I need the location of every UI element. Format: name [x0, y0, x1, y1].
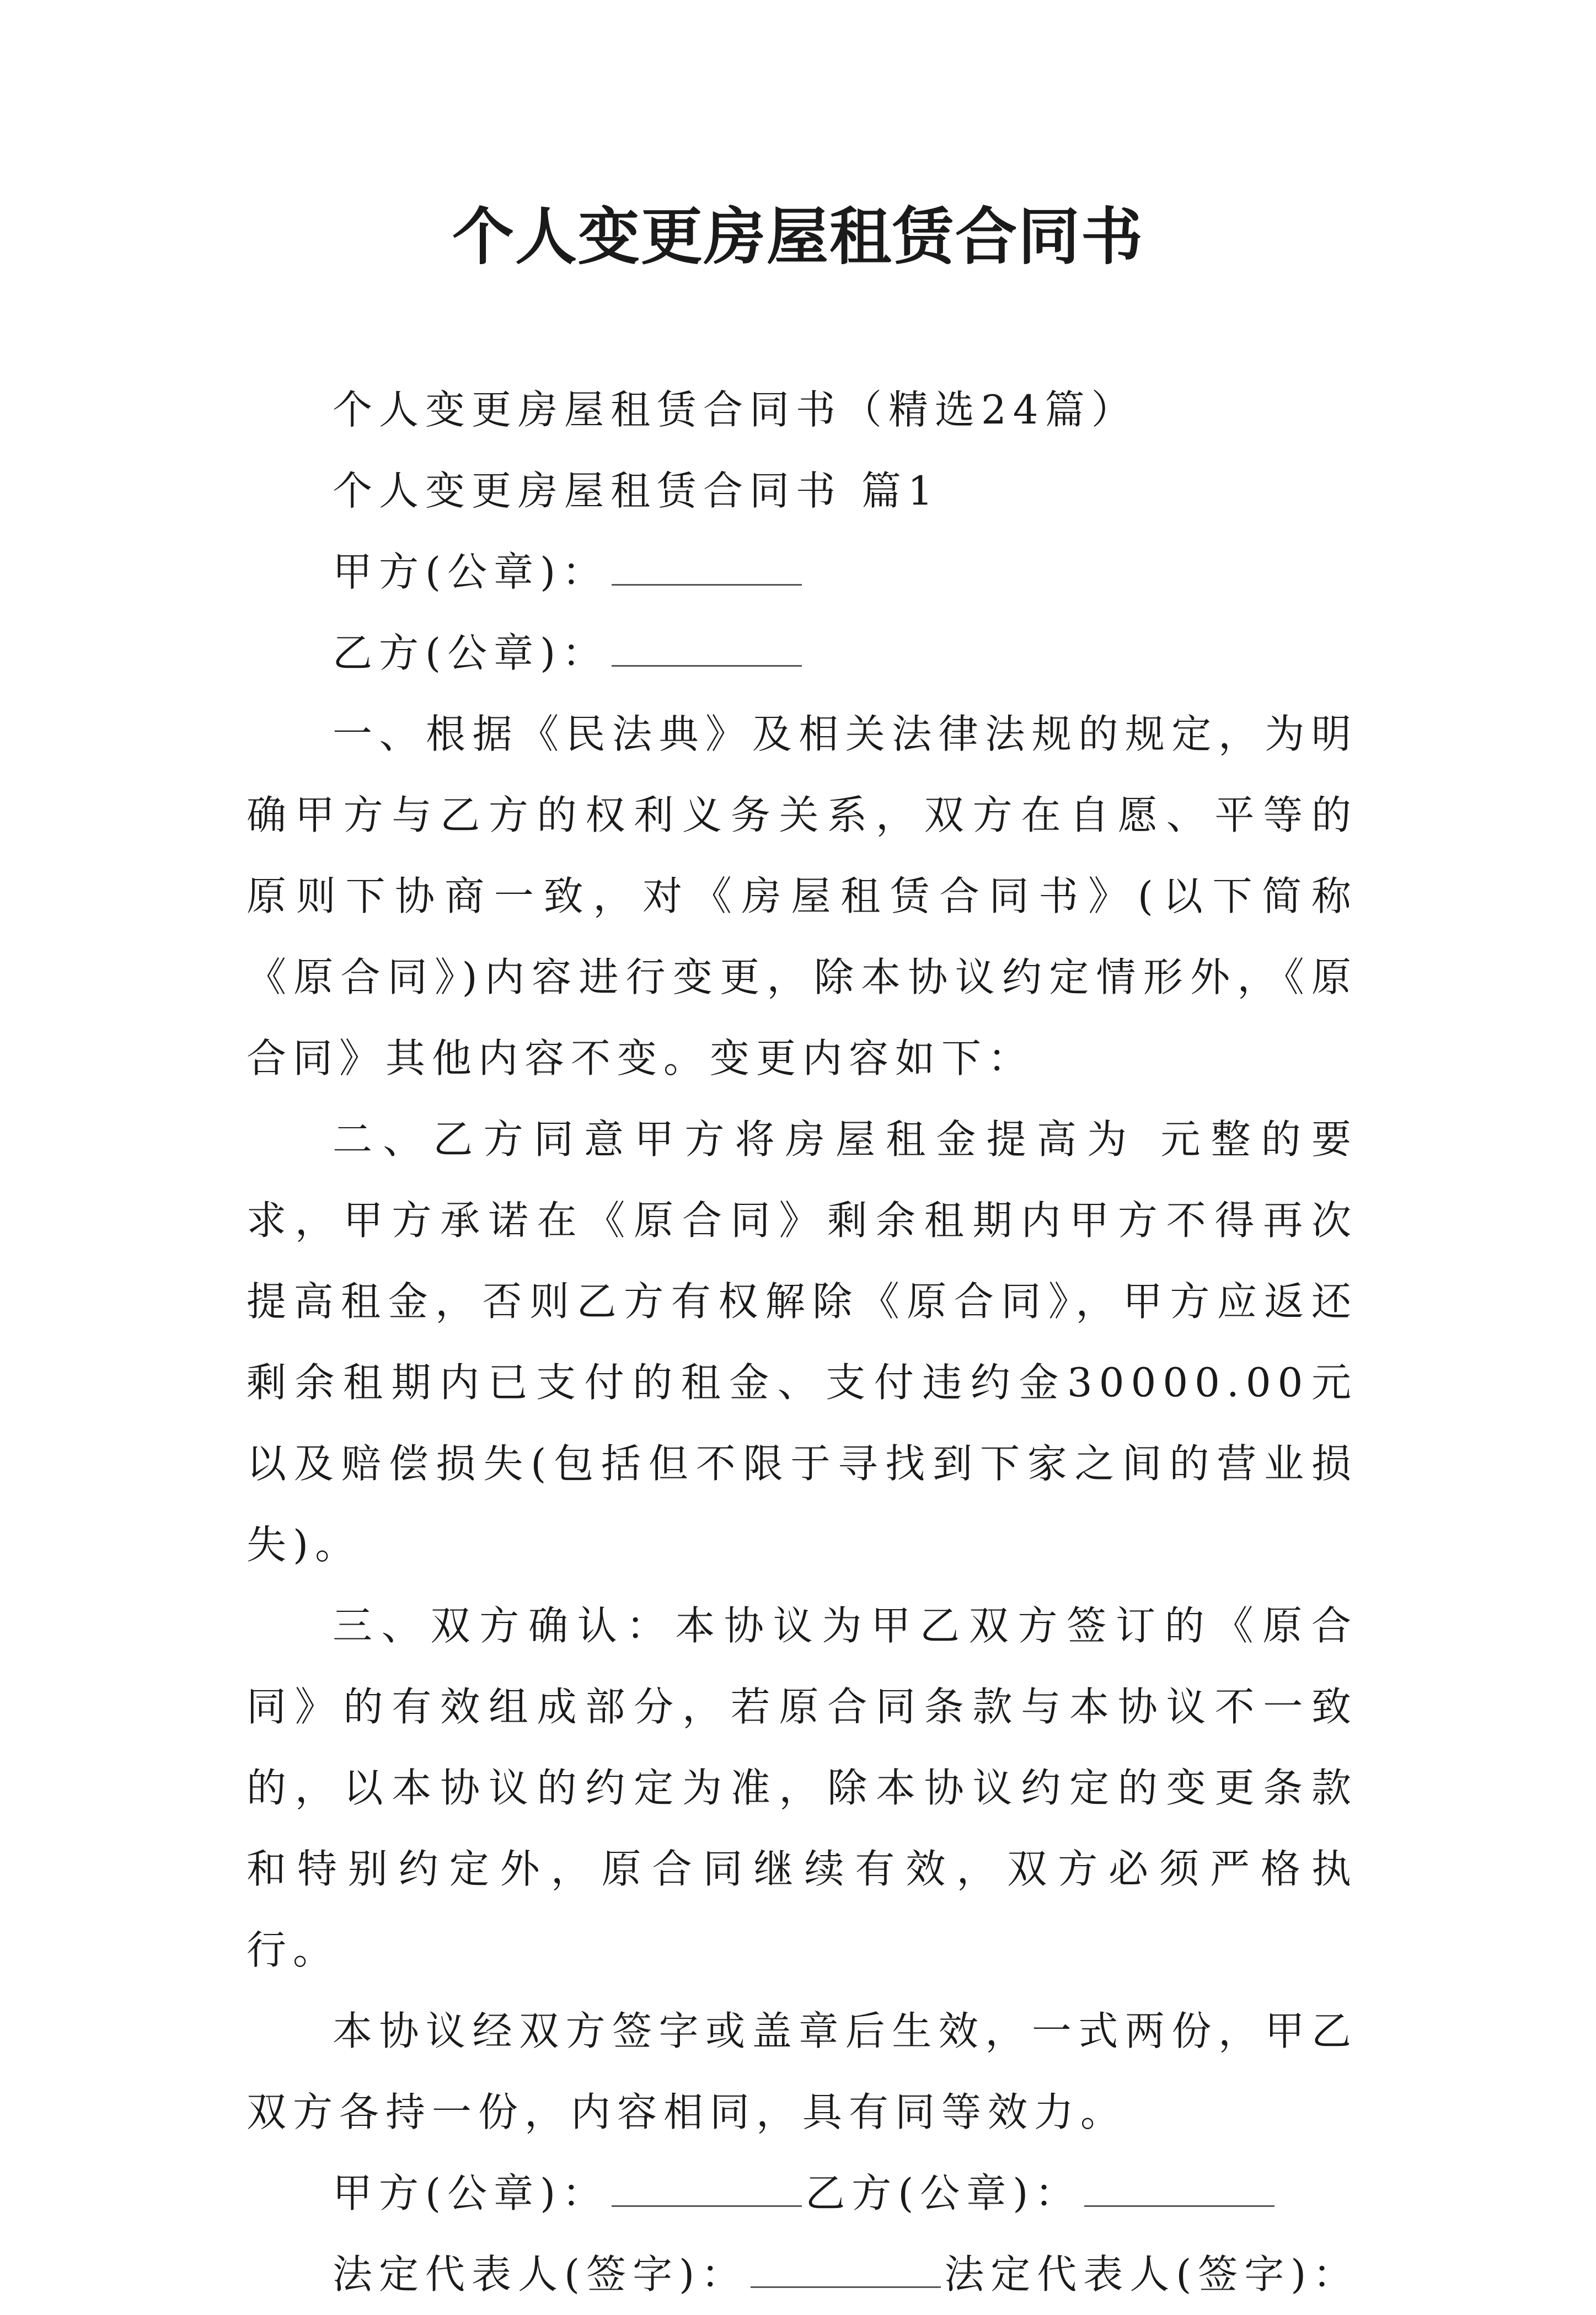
effectiveness-clause: 本协议经双方签字或盖章后生效，一式两份，甲乙双方各持一份，内容相同，具有同等效力。 — [247, 2008, 1358, 2135]
clause-2: 二、乙方同意甲方将房屋租金提高为 元整的要求，甲方承诺在《原合同》剩余租期内甲方不得再次提高租金，否则乙方有权解除《原合同》，甲方应返还剩余租期内已支付的租金、支付违约金30000.00元以及赔偿损失(包括但不限于寻找到下家之间的营业损失)。 — [247, 1116, 1358, 1568]
party-b-blank — [612, 626, 802, 667]
party-b-label: 乙方(公章)： — [333, 630, 609, 676]
party-b-seal-blank — [1084, 2167, 1274, 2207]
party-a-line — [247, 532, 1358, 613]
party-a-rep-label: 法定代表人(签字)： — [333, 2251, 748, 2297]
party-a-label: 甲方(公章)： — [333, 549, 609, 595]
document-title: 个人变更房屋租赁合同书 — [452, 201, 1144, 273]
clause-1: 一、根据《民法典》及相关法律法规的规定，为明确甲方与乙方的权利义务关系，双方在自愿、平等的原则下协商一致，对《房屋租赁合同书》(以下简称《原合同》)内容进行变更，除本协议约定情形外，《原合同》其他内容不变。变更内容如下： — [247, 711, 1358, 1081]
party-b-line — [247, 613, 1358, 694]
legal-rep-line — [247, 2234, 1358, 2315]
collection-heading: 个人变更房屋租赁合同书（精选24篇） — [333, 387, 1138, 433]
party-a-blank — [612, 545, 802, 586]
party-a-rep-blank — [751, 2248, 941, 2288]
party-a-seal-blank — [612, 2167, 802, 2207]
document-body — [247, 369, 1358, 2315]
party-b-rep-label: 法定代表人(签字)： — [944, 2251, 1359, 2297]
party-a-seal-label: 甲方(公章)： — [333, 2170, 609, 2216]
party-b-seal-label: 乙方(公章)： — [805, 2170, 1081, 2216]
article-heading: 个人变更房屋租赁合同书 篇1 — [333, 468, 940, 514]
signature-seal-line — [247, 2153, 1358, 2234]
clause-3: 三、双方确认：本协议为甲乙双方签订的《原合同》的有效组成部分，若原合同条款与本协议不一致的，以本协议的约定为准，除本协议约定的变更条款和特别约定外，原合同继续有效，双方必须严格执行。 — [247, 1603, 1358, 1973]
